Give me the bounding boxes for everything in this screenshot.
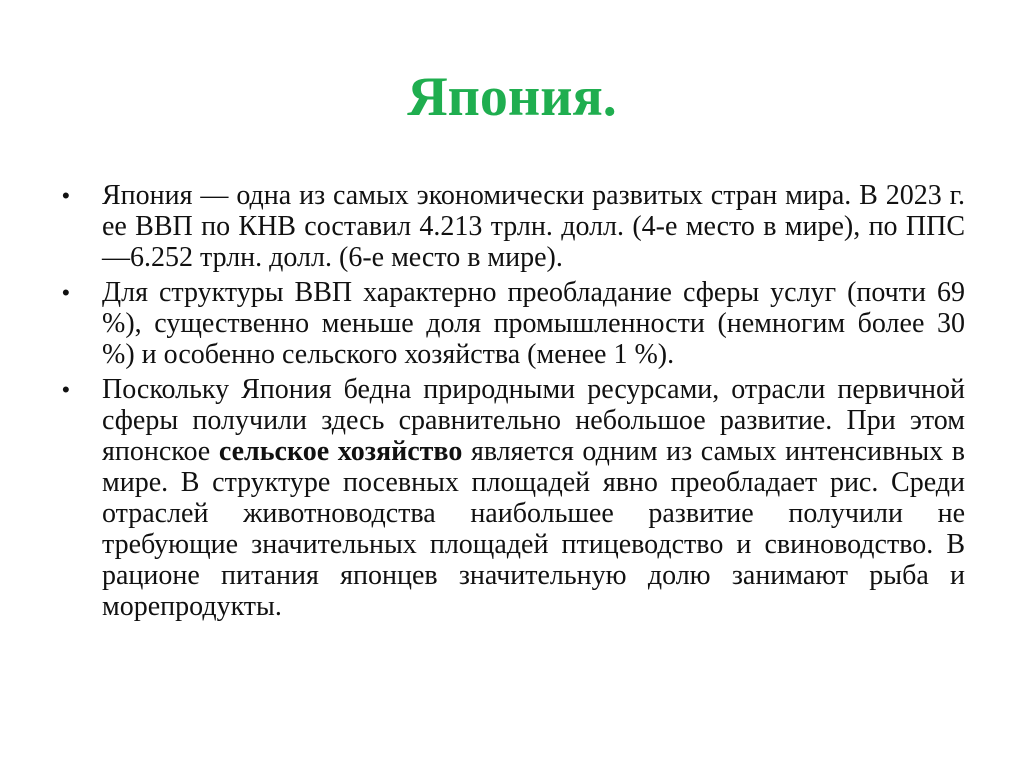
bullet-marker: • [62,280,70,305]
bullet-marker: • [62,183,70,208]
bullet-text: Япония — одна из самых экономически развитых стран мира. В 2023 г. ее ВВП по КНВ составил 4.213 трлн. долл. (4-е место в мире), по ППС —6.252 трлн. долл. (6-е место в мире). [102,180,965,273]
bullet-marker: • [62,377,70,402]
bullet-item [60,374,965,622]
bullet-item [60,277,965,370]
bullet-text: Для структуры ВВП характерно преобладание сферы услуг (почти 69 %), существенно меньше доля промышленности (немногим более 30 %) и особенно сельского хозяйства (менее 1 %). [102,277,965,370]
bullet-list [60,180,965,626]
bullet-text-part: является одним из самых интенсивных в мире. В структуре посевных площадей явно преобладает рис. Среди отраслей животноводства наибольшее развитие получили не требующие значительных площадей птицеводство и свиноводство. В рационе питания японцев значительную долю занимают рыба и морепродукты. [102,436,965,622]
bullet-item [60,180,965,273]
slide-title: Япония. [407,66,617,128]
bullet-text [102,374,965,622]
bullet-text-bold: сельское хозяйство [218,436,463,467]
bullet-text-part: Поскольку Япония бедна природными ресурсами, отрасли первичной сферы получили здесь сравнительно небольшое развитие. При этом японское [102,374,965,467]
